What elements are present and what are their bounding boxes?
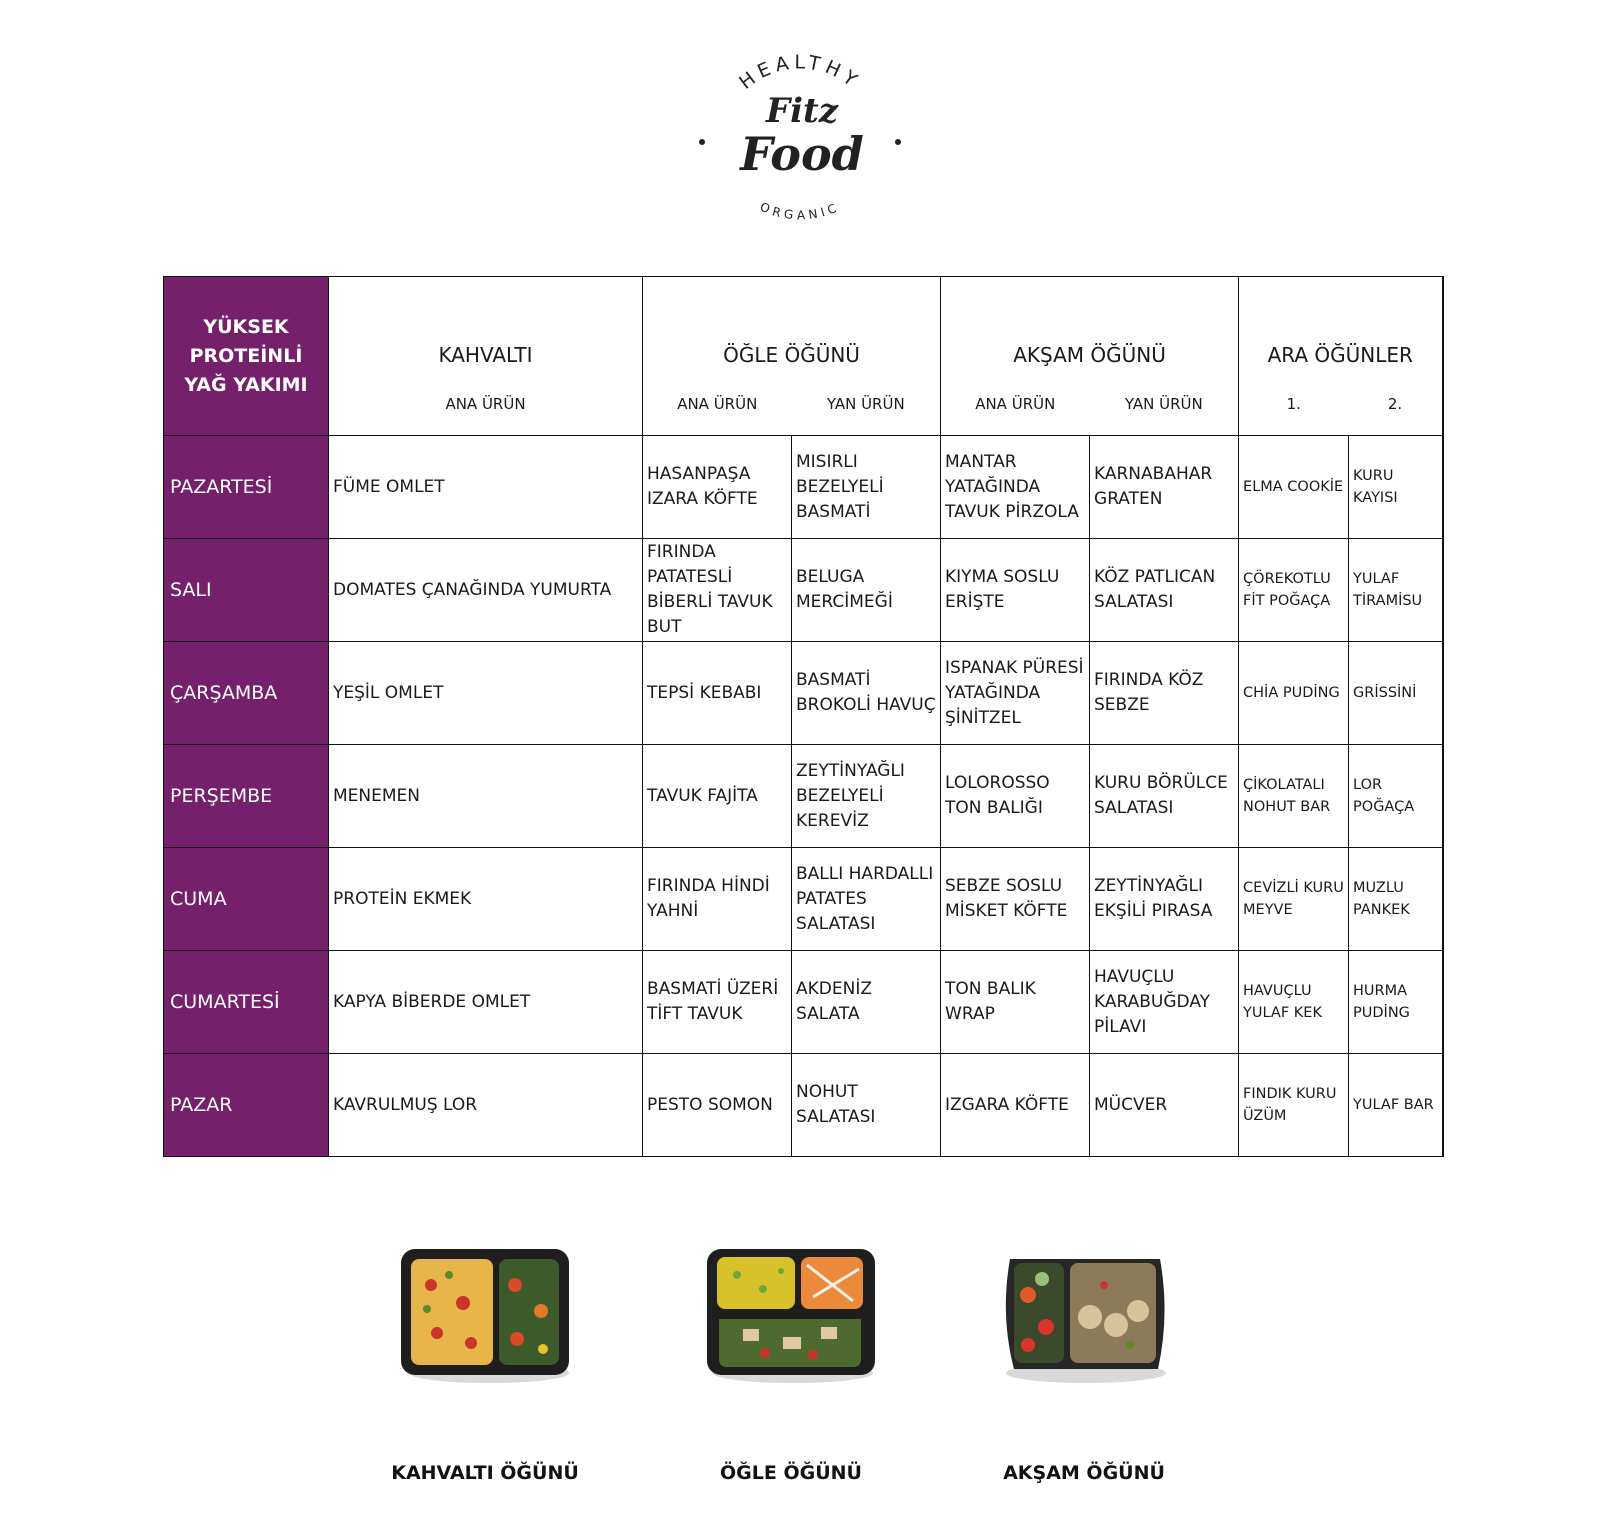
snack-2: LOR POĞAÇA [1349,745,1443,848]
dinner-main: MANTAR YATAĞINDA TAVUK PİRZOLA [941,436,1090,539]
breakfast-main: YEŞİL OMLET [329,642,643,745]
dinner-box-image [996,1245,1172,1385]
sub-header: ANA ÜRÜN [941,389,1090,436]
logo-script-top: Fitz [765,91,839,131]
group-header-snacks: ARA ÖĞÜNLER [1239,277,1443,390]
group-header-dinner: AKŞAM ÖĞÜNÜ [941,277,1239,390]
snack-2: YULAF BAR [1349,1054,1443,1157]
breakfast-main: MENEMEN [329,745,643,848]
day-label: PAZARTESİ [164,436,329,539]
logo-bottom-text: ORGANIC [757,199,843,223]
lunch-side: BASMATİ BROKOLİ HAVUÇ [792,642,941,745]
logo-graphic [690,50,910,230]
day-label: SALI [164,539,329,642]
lunch-side: BALLI HARDALLI PATATES SALATASI [792,848,941,951]
table-row [164,436,1443,539]
snack-1: HAVUÇLU YULAF KEK [1239,951,1349,1054]
dinner-side: FIRINDA KÖZ SEBZE [1090,642,1239,745]
day-label: PERŞEMBE [164,745,329,848]
dinner-main: SEBZE SOSLU MİSKET KÖFTE [941,848,1090,951]
lunch-side: MISIRLI BEZELYELİ BASMATİ [792,436,941,539]
sub-header: YAN ÜRÜN [792,389,941,436]
lunch-side: BELUGA MERCİMEĞİ [792,539,941,642]
dinner-main: TON BALIK WRAP [941,951,1090,1054]
sub-header: 2. [1349,389,1443,436]
logo-script-bottom: Food [740,127,864,181]
breakfast-main: KAVRULMUŞ LOR [329,1054,643,1157]
day-label: CUMA [164,848,329,951]
table-row [164,642,1443,745]
dinner-side: KURU BÖRÜLCE SALATASI [1090,745,1239,848]
breakfast-caption: KAHVALTI ÖĞÜNÜ [391,1462,579,1484]
breakfast-main: KAPYA BİBERDE OMLET [329,951,643,1054]
snack-2: KURU KAYISI [1349,436,1443,539]
sub-header: ANA ÜRÜN [643,389,792,436]
breakfast-main: DOMATES ÇANAĞINDA YUMURTA [329,539,643,642]
dinner-side: MÜCVER [1090,1054,1239,1157]
snack-2: HURMA PUDİNG [1349,951,1443,1054]
logo-dot-left [699,139,705,145]
snack-2: MUZLU PANKEK [1349,848,1443,951]
table-row [164,745,1443,848]
snack-1: ELMA COOKİE [1239,436,1349,539]
dinner-caption: AKŞAM ÖĞÜNÜ [1003,1462,1165,1484]
table-row [164,848,1443,951]
snack-1: ÇÖREKOTLU FİT POĞAÇA [1239,539,1349,642]
breakfast-box-image [397,1245,573,1385]
sub-header: 1. [1239,389,1349,436]
lunch-main: FIRINDA PATATESLİ BİBERLİ TAVUK BUT [643,539,792,642]
snack-1: CHİA PUDİNG [1239,642,1349,745]
breakfast-main: FÜME OMLET [329,436,643,539]
group-header-row [164,277,1443,390]
snack-2: GRİSSİNİ [1349,642,1443,745]
lunch-main: BASMATİ ÜZERİ TİFT TAVUK [643,951,792,1054]
snack-2: YULAF TİRAMİSU [1349,539,1443,642]
lunch-side: AKDENİZ SALATA [792,951,941,1054]
sub-header: ANA ÜRÜN [329,389,643,436]
sub-header-row [164,389,1443,436]
dinner-main: IZGARA KÖFTE [941,1054,1090,1157]
dinner-side: HAVUÇLU KARABUĞDAY PİLAVI [1090,951,1239,1054]
snack-1: FINDIK KURU ÜZÜM [1239,1054,1349,1157]
snack-1: CEVİZLİ KURU MEYVE [1239,848,1349,951]
lunch-caption: ÖĞLE ÖĞÜNÜ [720,1462,862,1484]
weekly-menu-table [163,276,1444,1157]
group-header-lunch: ÖĞLE ÖĞÜNÜ [643,277,941,390]
lunch-side: NOHUT SALATASI [792,1054,941,1157]
dinner-main: KIYMA SOSLU ERİŞTE [941,539,1090,642]
lunch-box-image [703,1245,879,1385]
dinner-side: KÖZ PATLICAN SALATASI [1090,539,1239,642]
table-row [164,951,1443,1054]
brand-logo [690,50,910,230]
day-label: PAZAR [164,1054,329,1157]
group-header-breakfast: KAHVALTI [329,277,643,390]
lunch-main: TEPSİ KEBABI [643,642,792,745]
dinner-main: ISPANAK PÜRESİ YATAĞINDA ŞİNİTZEL [941,642,1090,745]
dinner-side: KARNABAHAR GRATEN [1090,436,1239,539]
table-row [164,1054,1443,1157]
lunch-side: ZEYTİNYAĞLI BEZELYELİ KEREVİZ [792,745,941,848]
dinner-main: LOLOROSSO TON BALIĞI [941,745,1090,848]
snack-1: ÇİKOLATALI NOHUT BAR [1239,745,1349,848]
lunch-main: HASANPAŞA IZARA KÖFTE [643,436,792,539]
lunch-main: TAVUK FAJİTA [643,745,792,848]
day-label: CUMARTESİ [164,951,329,1054]
plan-title: YÜKSEK PROTEİNLİ YAĞ YAKIMI [164,277,329,436]
logo-dot-right [895,139,901,145]
logo-top-text: HEALTHY [735,51,865,94]
sub-header: YAN ÜRÜN [1090,389,1239,436]
lunch-main: FIRINDA HİNDİ YAHNİ [643,848,792,951]
table-row [164,539,1443,642]
lunch-main: PESTO SOMON [643,1054,792,1157]
dinner-side: ZEYTİNYAĞLI EKŞİLİ PIRASA [1090,848,1239,951]
day-label: ÇARŞAMBA [164,642,329,745]
breakfast-main: PROTEİN EKMEK [329,848,643,951]
